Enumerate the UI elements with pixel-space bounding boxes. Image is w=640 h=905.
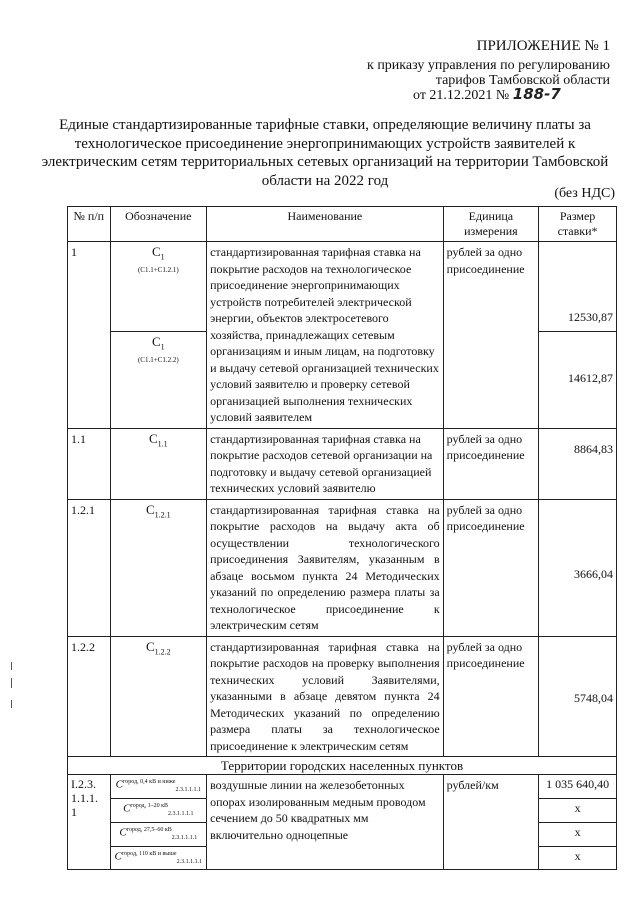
row-symbol: $C_{1.1}$ [110,428,207,499]
row-value: 5748,04 [539,636,617,757]
table-row [68,499,617,636]
row-value: 8864,83 [539,428,617,499]
order-reference-line: к приказу управления по регулированию [367,58,610,73]
header-num: № п/п [68,207,111,242]
row-symbol: $C^{город, 110 кВ и выше}_{2.3.1.1.1.1}$ [110,846,207,870]
row-symbol: $C^{город, 0,4 кВ и ниже}_{2.3.1.1.1.1}$ [110,775,207,799]
table-row [68,428,617,499]
table-row [68,242,617,332]
binding-mark [11,678,12,688]
row-name: стандартизированная тарифная ставка на покрытие расходов на технологическое присоединение энергопринимающих устройств потребителей электрической энергии, объектов электросетевого хозяйства, принадлежащих сетевым организациям и иным лицам, на подготовку и выдачу сетевой организацией технических условий заявителю и проверку сетевой организацией выполнения технических условий заявителем [207,242,444,429]
row-unit: рублей за одно присоединение [443,242,538,429]
row-name: стандартизированная тарифная ставка на покрытие расходов на выдачу акта об осуществлении технологического присоединения Заявителям, указанным в абзаце восьмом пункта 24 Методических указаний по определению размера платы за технологическое присоединение к электрическим сетям [207,499,444,636]
row-value: 14612,87 [539,332,617,428]
row-num: 1 [68,242,111,429]
row-unit: рублей за одно присоединение [443,428,538,499]
row-name: стандартизированная тарифная ставка на покрытие расходов сетевой организации на подготовку и выдачу сетевой организацией технических условий заявителю [207,428,444,499]
header-name: Наименование [207,207,444,242]
order-number-handwritten: 188-7 [512,85,561,103]
row-unit: рублей за одно присоединение [443,499,538,636]
order-authority-line: тарифов Тамбовской области [435,73,610,88]
table-header-row [68,207,617,242]
table-row [68,775,617,799]
document-title: Единые стандартизированные тарифные ставки, определяющие величину платы за технологическое присоединение энергопринимающих устройств заявителей к электрическим сетям территориальных сетевых организаций на территории Тамбовской области на 2022 год [41,117,609,189]
section-row [68,757,617,775]
header-symbol: Обозначение [110,207,207,242]
row-value: x [539,822,617,846]
row-symbol: $C_{1.2.2}$ [110,636,207,757]
section-title: Территории городских населенных пунктов [68,757,617,775]
row-value: 3666,04 [539,499,617,636]
row-symbol: $C_{1.2.1}$ [110,499,207,636]
order-date-line [413,86,640,104]
table-row [68,636,617,757]
row-num: I.2.3. 1.1.1. 1 [68,775,111,870]
row-symbol: $C^{город, 27,5-60 кВ}_{2.3.1.1.1.1}$ [110,822,207,846]
row-num: 1.2.2 [68,636,111,757]
row-value: 1 035 640,40 [539,775,617,799]
order-date: от 21.12.2021 № [413,88,510,103]
row-num: 1.2.1 [68,499,111,636]
appendix-title: ПРИЛОЖЕНИЕ № 1 [476,38,610,54]
row-value: x [539,846,617,870]
row-symbol: $C^{город, 1-20 кВ}_{2.3.1.1.1.1}$ [110,798,207,822]
row-num: 1.1 [68,428,111,499]
header-unit: Единица измерения [443,207,538,242]
row-unit: рублей/км [443,775,538,870]
header-rate: Размер ставки* [539,207,617,242]
row-value: x [539,798,617,822]
row-name: стандартизированная тарифная ставка на покрытие расходов на проверку выполнения технических условий Заявителями, указанными в абзаце девятом пункта 24 Методических указаний по определению размера платы за технологическое присоединение к электрическим сетям [207,636,444,757]
row-symbol: $C_1$ (C1.1+C1.2.1) [110,242,207,332]
row-symbol: $C_1$ (C1.1+C1.2.2) [110,332,207,428]
binding-mark [11,700,12,708]
vat-note: (без НДС) [554,186,615,201]
row-unit: рублей за одно присоединение [443,636,538,757]
row-value: 12530,87 [539,242,617,332]
tariff-table [67,206,617,870]
binding-mark [11,662,12,670]
row-name: воздушные линии на железобетонных опорах изолированным медным проводом сечением до 50 квадратных мм включительно одноцепные [207,775,444,870]
